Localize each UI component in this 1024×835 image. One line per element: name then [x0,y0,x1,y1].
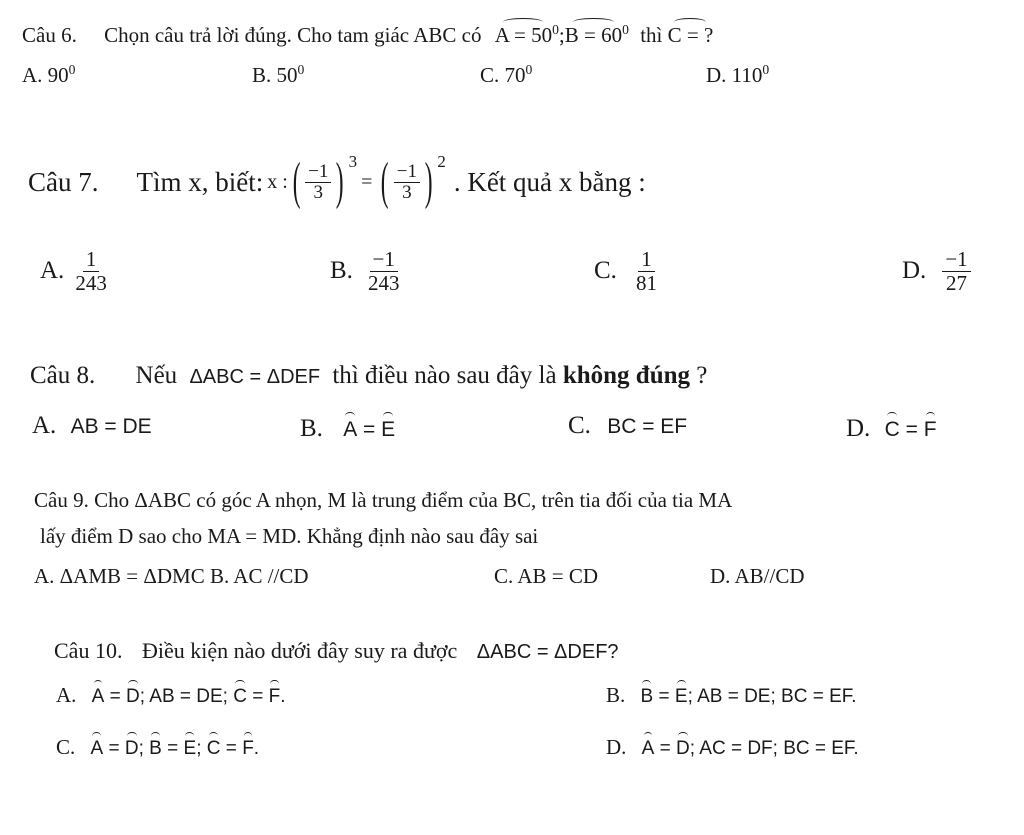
question-7-stem: Câu 7. Tìm x, biết: x : ( $\frac{-1}{3}$ ) $^3$ = ( $\frac{-1}{3}$ ) $^2$ . Kết quả x bằng : [28,152,646,210]
q10-option-b[interactable]: B. B = E; AB = DE; BC = EF. [606,680,857,708]
q7-option-d[interactable]: D. $\frac{-1}{27}$ [902,236,971,306]
question-label: Câu 10. [54,638,123,663]
q6-option-b[interactable]: B. $50^0$ [252,62,305,87]
q7-option-a[interactable]: A. $\frac{1}{243}$ [40,247,107,295]
q10-option-c[interactable]: C. A = D; B = E; C = F. [56,732,259,760]
fraction-power-2: ( $\frac{-1}{3}$ ) $^2$ [381,152,446,210]
q6-option-d[interactable]: D. $110^0$ [706,62,770,87]
q9-options-a-b[interactable]: A. ΔAMB = ΔDMC B. AC //CD [34,564,309,588]
question-9-stem-line2: lấy điểm D sao cho MA = MD. Khẳng định nào sau đây sai [40,524,539,548]
q7-option-c[interactable]: C. $\frac{1}{81}$ [594,247,657,295]
question-10-stem: Câu 10. Điều kiện nào dưới đây suy ra được ΔABC = ΔDEF? [54,638,619,663]
q7-option-b[interactable]: B. $\frac{-1}{243}$ [330,247,400,295]
angle-b-condition: B = 60 [565,18,622,46]
question-8-stem: Câu 8. Nếu ΔABC = ΔDEF thì điều nào sau đây là không đúng ? [30,362,708,389]
question-label: Câu 8. [30,362,96,389]
q6-option-a[interactable]: A. $90^0$ [22,62,76,87]
question-label: Câu 6. [22,23,77,47]
question-text: Chọn câu trả lời đúng. Cho tam giác ABC có [104,23,482,47]
q9-option-c[interactable]: C. AB = CD [494,564,599,588]
fraction-power-1: ( $\frac{-1}{3}$ ) $^3$ [292,152,358,210]
angle-c-question: C = ? [668,18,714,46]
congruence-condition: ΔABC = ΔDEF? [476,641,619,663]
q10-option-d[interactable]: D. A = D; AC = DF; BC = EF. [606,732,859,760]
angle-a-condition: $A = 50^0$ [495,23,559,47]
q8-option-b[interactable]: B. A = E [300,412,395,443]
question-label: Câu 7. [28,166,99,197]
q8-option-a[interactable]: A. AB = DE [32,412,152,439]
question-6-stem: Câu 6. Chọn câu trả lời đúng. Cho tam giác ABC có $A = 50^0;B = 60^0$ thì C = ? [22,18,713,48]
congruence-condition: ΔABC = ΔDEF [189,366,321,388]
q8-option-c[interactable]: C. BC = EF [568,412,688,439]
q6-option-c[interactable]: C. $70^0$ [480,62,533,87]
question-9-stem-line1: Câu 9. Cho ΔABC có góc A nhọn, M là trung điểm của BC, trên tia đối của tia MA [34,488,733,512]
q10-option-a[interactable]: A. A = D; AB = DE; C = F. [56,680,286,708]
q9-option-d[interactable]: D. AB//CD [710,564,805,588]
q8-option-d[interactable]: D. C = F [846,412,937,443]
question-text: Tìm x, biết: [136,166,264,197]
emphasis-text: không đúng [562,362,691,389]
